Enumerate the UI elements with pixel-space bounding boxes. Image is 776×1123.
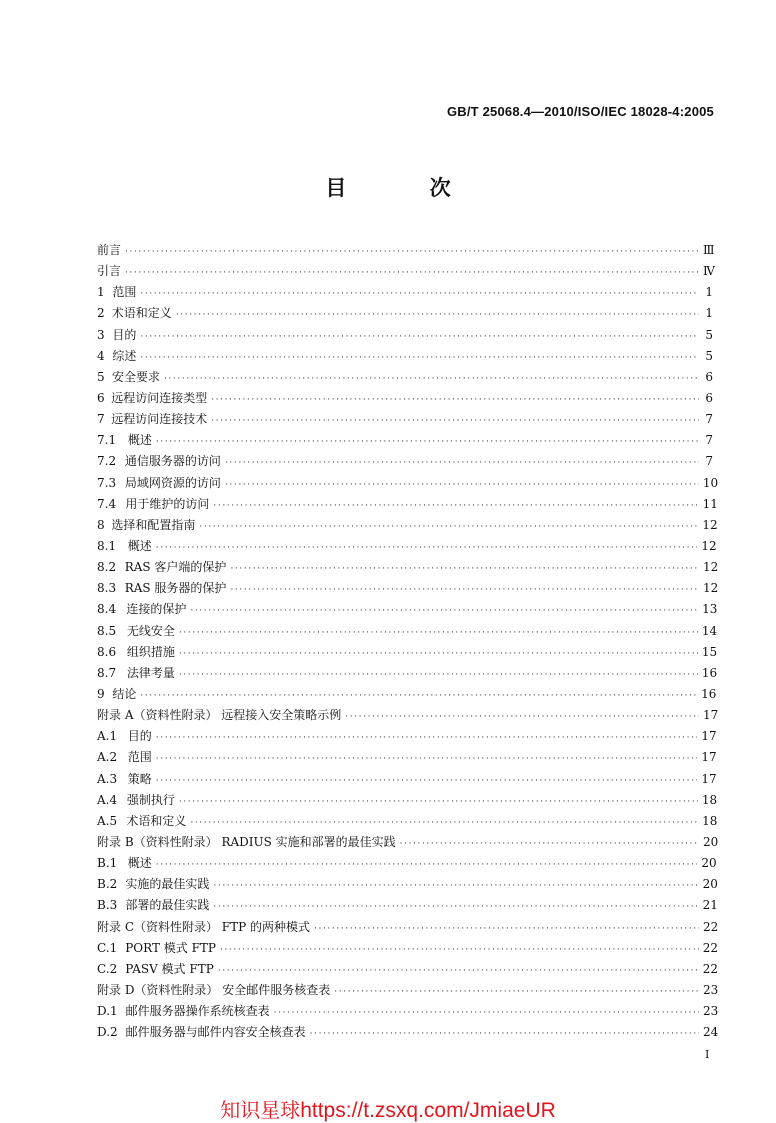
- toc-entry-label: RAS 客户端的保护: [124, 560, 227, 575]
- dot-leader: [314, 919, 699, 940]
- toc-entry-label: 部署的最佳实践: [125, 898, 210, 913]
- toc-entry-label: PASV 模式 FTP: [125, 961, 214, 976]
- toc-entry-label: 用于维护的访问: [125, 496, 210, 511]
- toc-entry-label: 组织措施: [126, 644, 175, 659]
- toc-entry[interactable]: [97, 282, 713, 303]
- toc-entry-number: 2: [97, 306, 105, 321]
- toc-entry-number: A.3: [97, 771, 118, 786]
- toc-entry-number: 5: [97, 369, 105, 384]
- toc-entry-label: RAS 服务器的保护: [124, 581, 227, 596]
- toc-entry[interactable]: [97, 409, 713, 430]
- toc-entry-number: 8.5: [97, 623, 117, 638]
- toc-entry-page: 1: [705, 306, 713, 321]
- toc-entry-label: 综述: [112, 348, 137, 363]
- dot-leader: [140, 327, 699, 348]
- toc-entry-page: 7: [705, 454, 713, 469]
- toc-entry-label: 实施的最佳实践: [125, 877, 210, 892]
- toc-entry[interactable]: [97, 325, 713, 346]
- toc-entry-label: 附录 B（资料性附录） RADIUS 实施和部署的最佳实践: [97, 834, 396, 849]
- toc-entry-label: 概述: [127, 433, 152, 448]
- dot-leader: [230, 559, 699, 580]
- dot-leader: [156, 855, 698, 876]
- dot-leader: [225, 453, 699, 474]
- dot-leader: [190, 601, 698, 622]
- toc-entry[interactable]: [97, 705, 719, 726]
- toc-entry-label: 策略: [127, 771, 152, 786]
- toc-entry-number: C.1: [97, 940, 118, 955]
- toc-entry-page: 7: [705, 412, 713, 427]
- toc-entry[interactable]: [97, 536, 717, 557]
- dot-leader: [225, 475, 699, 496]
- toc-entry-page: Ⅲ: [703, 243, 715, 257]
- toc-entry-page: 20: [702, 877, 718, 892]
- dot-leader: [179, 623, 698, 644]
- dot-leader: [179, 792, 698, 813]
- toc-entry[interactable]: [97, 1001, 719, 1022]
- dot-leader: [125, 242, 699, 263]
- toc-entry-page: 16: [701, 686, 717, 701]
- toc-entry-number: A.1: [97, 729, 118, 744]
- toc-entry[interactable]: [97, 473, 719, 494]
- toc-entry-page: 12: [702, 517, 718, 532]
- page-number: I: [705, 1048, 710, 1061]
- toc-entry-label: 邮件服务器与邮件内容安全核查表: [125, 1025, 306, 1040]
- toc-entry-page: 20: [701, 856, 717, 871]
- toc-entry-page: 17: [701, 729, 717, 744]
- dot-leader: [211, 411, 699, 432]
- toc-entry-page: 18: [701, 792, 718, 807]
- toc-entry-label: 范围: [127, 750, 152, 765]
- toc-entry[interactable]: [97, 346, 713, 367]
- toc-entry-number: 9: [97, 686, 105, 701]
- toc-entry[interactable]: [97, 557, 719, 578]
- dot-leader: [140, 284, 699, 305]
- toc-entry[interactable]: [97, 769, 717, 790]
- dot-leader: [156, 432, 699, 453]
- toc-entry-page: 24: [703, 1025, 719, 1040]
- dot-leader: [213, 897, 698, 918]
- toc-entry-label: 引言: [97, 264, 122, 279]
- toc-entry-page: 1: [705, 285, 713, 300]
- toc-entry-label: 结论: [112, 686, 137, 701]
- toc-entry-label: 附录 A（资料性附录） 远程接入安全策略示例: [97, 708, 342, 723]
- toc-entry[interactable]: [97, 853, 717, 874]
- toc-entry[interactable]: [97, 895, 718, 916]
- toc-entry[interactable]: [97, 874, 718, 895]
- toc-entry[interactable]: [97, 811, 718, 832]
- toc-entry-page: 17: [701, 771, 717, 786]
- toc-entry-page: 21: [702, 898, 718, 913]
- toc-entry[interactable]: [97, 1022, 719, 1043]
- toc-entry-number: 7.1: [97, 433, 117, 448]
- toc-entry-number: 7.2: [97, 454, 117, 469]
- dot-leader: [274, 1003, 699, 1024]
- toc-entry-page: Ⅳ: [703, 264, 715, 279]
- toc-entry-page: 14: [701, 623, 718, 638]
- toc-entry[interactable]: [97, 240, 713, 261]
- toc-entry[interactable]: [97, 303, 713, 324]
- toc-entry[interactable]: [97, 599, 718, 620]
- dot-leader: [218, 961, 699, 982]
- toc-entry-page: 5: [705, 348, 713, 363]
- dot-leader: [176, 305, 699, 326]
- toc-entry-number: D.1: [97, 1004, 118, 1019]
- toc-entry-number: B.1: [97, 856, 118, 871]
- dot-leader: [179, 665, 698, 686]
- toc-entry-label: 附录 D（资料性附录） 安全邮件服务核查表: [97, 982, 331, 997]
- toc-entry-page: 17: [701, 750, 717, 765]
- dot-leader: [211, 390, 699, 411]
- toc-entry-label: 目的: [112, 327, 137, 342]
- dot-leader: [140, 348, 699, 369]
- toc-entry-number: 7.3: [97, 475, 117, 490]
- toc-entry-page: 23: [703, 1004, 719, 1019]
- toc-entry-label: 术语和定义: [111, 306, 172, 321]
- toc-entry-page: 11: [702, 496, 718, 511]
- dot-leader: [156, 728, 698, 749]
- dot-leader: [156, 749, 698, 770]
- toc-entry-number: 8.6: [97, 644, 117, 659]
- toc-entry-page: 6: [705, 369, 713, 384]
- toc-entry-number: 3: [97, 327, 105, 342]
- toc-entry[interactable]: [97, 621, 718, 642]
- toc-entry-label: 邮件服务器操作系统核查表: [125, 1004, 270, 1019]
- dot-leader: [156, 771, 698, 792]
- toc-entry-label: 通信服务器的访问: [124, 454, 221, 469]
- table-of-contents: [97, 240, 719, 1043]
- toc-entry-number: 8.3: [97, 581, 117, 596]
- toc-entry-number: B.2: [97, 877, 118, 892]
- toc-entry-number: 8.1: [97, 538, 117, 553]
- toc-entry-label: 概述: [127, 538, 152, 553]
- toc-entry-page: 5: [705, 327, 713, 342]
- toc-entry-page: 18: [702, 813, 718, 828]
- toc-entry-number: A.4: [97, 792, 118, 807]
- toc-entry-page: 15: [701, 644, 718, 659]
- toc-entry-page: 10: [702, 475, 719, 490]
- toc-entry-label: 无线安全: [126, 623, 175, 638]
- dot-leader: [220, 940, 699, 961]
- toc-entry-number: 1: [97, 285, 105, 300]
- toc-entry-page: 20: [703, 834, 719, 849]
- toc-entry-label: 术语和定义: [126, 813, 187, 828]
- toc-entry-page: 22: [702, 940, 719, 955]
- toc-entry-label: 目的: [127, 729, 152, 744]
- dot-leader: [156, 538, 698, 559]
- watermark: [0, 1094, 776, 1123]
- toc-entry[interactable]: [97, 578, 719, 599]
- dot-leader: [199, 517, 698, 538]
- toc-entry[interactable]: [97, 261, 713, 282]
- page-title: 目 次: [325, 176, 489, 200]
- watermark-text: 知识星球: [220, 1098, 301, 1122]
- toc-entry[interactable]: [97, 642, 718, 663]
- dot-leader: [213, 876, 698, 897]
- toc-entry-page: 12: [702, 581, 719, 596]
- toc-entry-number: 8: [97, 517, 105, 532]
- toc-entry-page: 13: [702, 602, 718, 617]
- toc-entry-label: 远程访问连接类型: [111, 390, 208, 405]
- toc-entry-number: D.2: [97, 1025, 118, 1040]
- toc-entry-page: 12: [701, 538, 717, 553]
- toc-entry-number: 6: [97, 390, 105, 405]
- toc-entry-label: 附录 C（资料性附录） FTP 的两种模式: [97, 919, 311, 934]
- toc-entry[interactable]: [97, 684, 717, 705]
- toc-entry-number: 8.4: [97, 602, 117, 617]
- toc-entry[interactable]: [97, 515, 718, 536]
- toc-entry[interactable]: [97, 980, 719, 1001]
- toc-entry-number: 8.7: [97, 665, 117, 680]
- dot-leader: [179, 644, 698, 665]
- toc-entry-page: 22: [703, 919, 719, 934]
- dot-leader: [213, 496, 698, 517]
- toc-entry-label: 连接的保护: [126, 602, 187, 617]
- toc-entry-number: A.5: [97, 813, 118, 828]
- toc-entry-label: 安全要求: [112, 369, 161, 384]
- toc-entry-label: 法律考量: [126, 665, 175, 680]
- toc-entry-label: 前言: [97, 243, 122, 257]
- toc-entry-label: 范围: [112, 285, 137, 300]
- toc-entry[interactable]: [97, 451, 713, 472]
- toc-entry[interactable]: [97, 726, 717, 747]
- toc-entry-number: 4: [97, 348, 105, 363]
- watermark-url: https://t.zsxq.com/JmiaeUR: [300, 1099, 556, 1122]
- standard-code: GB/T 25068.4—2010/ISO/IEC 18028-4:2005: [446, 104, 714, 119]
- toc-entry-number: 8.2: [97, 560, 117, 575]
- toc-entry-page: 17: [703, 708, 719, 723]
- toc-entry[interactable]: [97, 790, 718, 811]
- toc-entry-page: 12: [702, 560, 719, 575]
- toc-entry-page: 22: [702, 961, 718, 976]
- dot-leader: [140, 686, 697, 707]
- toc-entry-number: 7.4: [97, 496, 117, 511]
- toc-entry[interactable]: [97, 388, 713, 409]
- toc-entry-page: 6: [705, 390, 713, 405]
- toc-entry-page: 23: [703, 982, 719, 997]
- toc-entry[interactable]: [97, 747, 717, 768]
- dot-leader: [164, 369, 699, 390]
- toc-entry-page: 7: [705, 433, 713, 448]
- toc-entry-number: B.3: [97, 898, 118, 913]
- dot-leader: [125, 263, 699, 284]
- toc-entry-label: 选择和配置指南: [111, 517, 196, 532]
- toc-entry[interactable]: [97, 938, 719, 959]
- toc-entry-label: 局域网资源的访问: [124, 475, 221, 490]
- toc-entry[interactable]: [97, 832, 719, 853]
- toc-entry-page: 16: [701, 665, 718, 680]
- toc-entry-label: 远程访问连接技术: [111, 412, 208, 427]
- toc-entry-label: 概述: [127, 856, 152, 871]
- toc-entry-number: C.2: [97, 961, 118, 976]
- dot-leader: [310, 1024, 699, 1045]
- dot-leader: [190, 813, 698, 834]
- dot-leader: [230, 580, 699, 601]
- dot-leader: [334, 982, 699, 1003]
- toc-entry[interactable]: [97, 959, 718, 980]
- toc-entry-label: PORT 模式 FTP: [125, 940, 216, 955]
- toc-entry[interactable]: [97, 663, 718, 684]
- toc-entry[interactable]: [97, 917, 719, 938]
- dot-leader: [345, 707, 699, 728]
- toc-entry-number: 7: [97, 412, 105, 427]
- toc-entry[interactable]: [97, 367, 713, 388]
- toc-entry-number: A.2: [97, 750, 118, 765]
- toc-entry[interactable]: [97, 430, 713, 451]
- toc-entry-label: 强制执行: [126, 792, 175, 807]
- dot-leader: [400, 834, 699, 855]
- toc-entry[interactable]: [97, 494, 718, 515]
